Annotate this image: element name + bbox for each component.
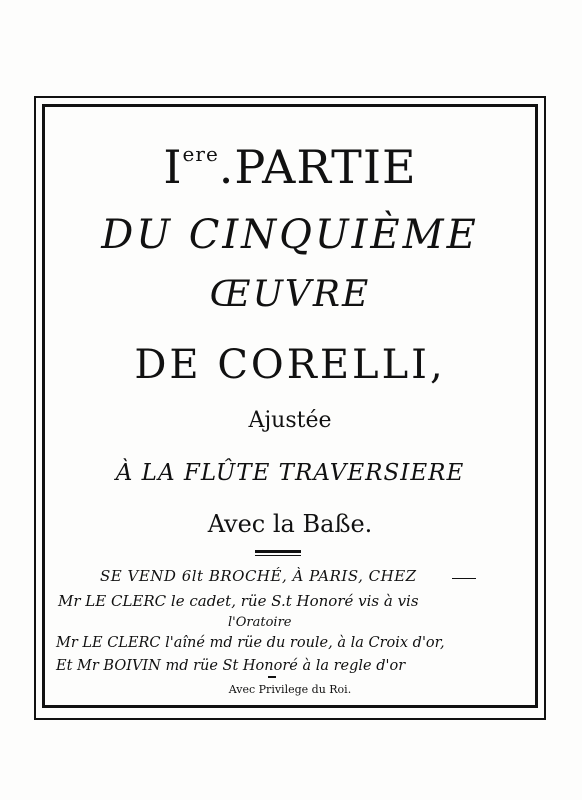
privilege-line: Avec Privilege du Roi. bbox=[228, 683, 352, 696]
subtitle-instrument: À LA FLÛTE TRAVERSIERE bbox=[115, 460, 465, 486]
imprint-dash bbox=[452, 578, 476, 579]
imprint-line-5: Et Mr BOIVIN md rüe St Honoré à la regle d'or bbox=[56, 658, 406, 674]
title-superscript: ere bbox=[182, 142, 219, 166]
title-numeral: I bbox=[163, 140, 183, 194]
imprint-line-3: l'Oratoire bbox=[228, 615, 292, 630]
imprint-line-4: Mr LE CLERC l'aîné md rüe du roule, à la Croix d'or, bbox=[56, 635, 445, 651]
ornament-rule-thin bbox=[255, 555, 301, 556]
privilege-bar bbox=[268, 676, 276, 678]
subtitle-adjusted: Ajustée bbox=[248, 408, 332, 433]
title-line-1 bbox=[42, 140, 538, 194]
imprint-line-1: SE VEND 6lt BROCHÉ, À PARIS, CHEZ bbox=[100, 567, 417, 585]
title-line-2: DU CINQUIÈME bbox=[101, 212, 479, 258]
title-line-4: DE CORELLI, bbox=[134, 342, 446, 388]
ornament-rule bbox=[255, 550, 301, 553]
subtitle-with-bass: Avec la Baße. bbox=[207, 510, 373, 538]
title-line-3: ŒUVRE bbox=[209, 274, 371, 315]
imprint-line-2: Mr LE CLERC le cadet, rüe S.t Honoré vis à vis bbox=[58, 592, 419, 610]
title-partie: .PARTIE bbox=[218, 140, 417, 194]
